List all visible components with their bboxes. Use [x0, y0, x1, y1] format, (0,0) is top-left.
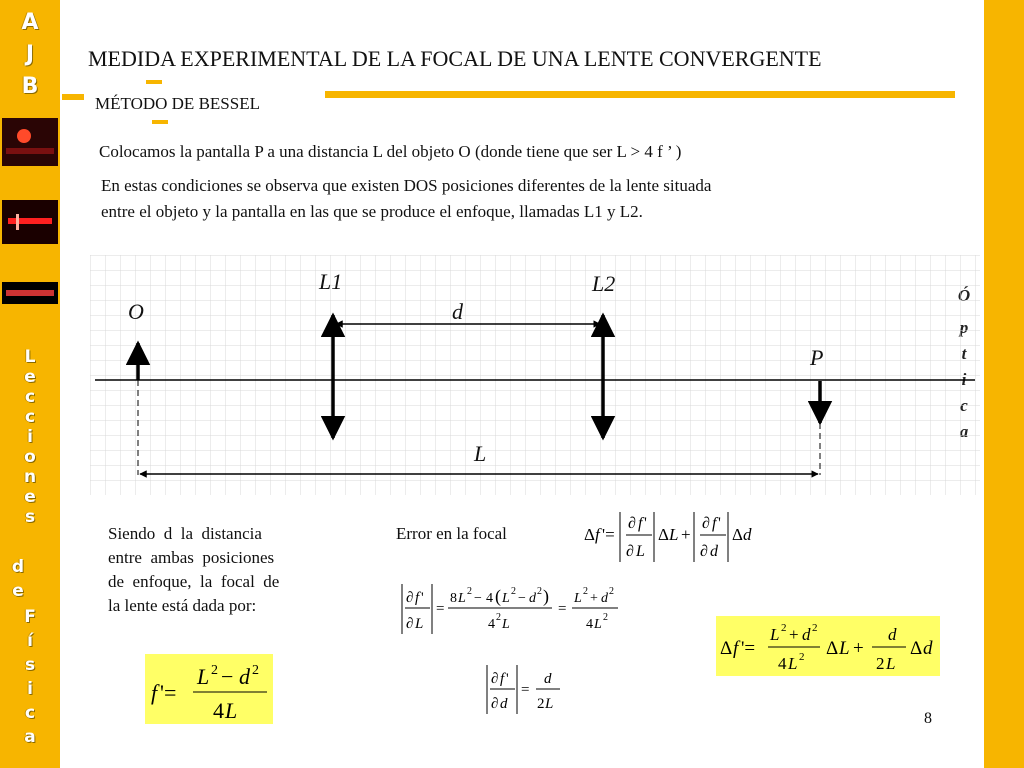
lens-2-label: L2	[592, 271, 616, 296]
svg-text:2: 2	[609, 586, 614, 597]
bessel-diagram-svg	[90, 255, 980, 495]
svg-text:=: =	[521, 682, 530, 698]
explanation-line: Siendo d la distancia	[108, 524, 262, 543]
svg-text:Δ: Δ	[658, 525, 669, 544]
right-band	[984, 0, 1024, 768]
svg-text:L: L	[545, 696, 554, 712]
svg-text:L: L	[197, 664, 210, 689]
svg-text:∂: ∂	[626, 543, 634, 560]
distance-label: L	[474, 441, 487, 466]
svg-text:∂: ∂	[702, 515, 710, 532]
sidebar-letter: o	[24, 447, 36, 467]
svg-text:f: f	[638, 515, 643, 532]
svg-text:): )	[543, 586, 549, 606]
lab-photo-3-image	[2, 282, 58, 304]
screen-label: P	[810, 345, 824, 370]
svg-text:'=: '=	[160, 680, 177, 705]
svg-text:2: 2	[537, 696, 545, 712]
svg-text:4: 4	[586, 617, 593, 632]
svg-text:f: f	[712, 515, 717, 532]
svg-text:d: d	[601, 591, 608, 606]
header-dash	[152, 120, 168, 124]
partial-l-formula	[398, 580, 648, 638]
svg-text:+: +	[789, 625, 799, 644]
svg-text:2: 2	[496, 612, 501, 623]
svg-text:Δ: Δ	[910, 638, 923, 659]
svg-text:L: L	[458, 591, 466, 606]
separation-label: d	[452, 299, 463, 324]
svg-text:∂: ∂	[700, 543, 708, 560]
partial-d-formula	[484, 662, 574, 718]
svg-text:Δ: Δ	[826, 638, 839, 659]
sidebar-letter: d	[11, 557, 25, 577]
sidebar-letter: i	[27, 679, 33, 699]
explanation-line: de enfoque, la focal de	[108, 572, 280, 591]
svg-text:': '	[421, 590, 424, 606]
partial-d-formula-svg	[484, 662, 574, 718]
bessel-diagram	[90, 255, 980, 495]
intro-paragraph-2-line-1: En estas condiciones se observa que existen DOS posiciones diferentes de la lente situada	[101, 176, 712, 195]
svg-text:2: 2	[537, 586, 542, 597]
intro-paragraph-1: Colocamos la pantalla P a una distancia L del objeto O (donde tiene que ser L > 4 f ’ )	[99, 142, 682, 161]
header-dash	[146, 80, 162, 84]
svg-text:'=: '=	[741, 638, 756, 659]
sidebar-letter: L	[24, 347, 36, 367]
svg-text:∂: ∂	[491, 696, 499, 712]
sidebar-letter: a	[24, 727, 36, 747]
svg-text:2: 2	[467, 586, 472, 597]
logo-letter-a: A	[21, 10, 39, 35]
error-label: Error en la focal	[396, 524, 507, 543]
header-dash	[62, 94, 84, 100]
left-sidebar	[0, 0, 60, 768]
page-number: 8	[924, 710, 932, 727]
svg-text:−: −	[518, 591, 526, 606]
final-error-formula	[716, 616, 940, 676]
svg-text:=: =	[558, 601, 567, 617]
page-title: MEDIDA EXPERIMENTAL DE LA FOCAL DE UNA LENTE CONVERGENTE	[88, 46, 822, 71]
lens-1-label: L1	[319, 269, 343, 294]
svg-text:4: 4	[213, 698, 224, 723]
svg-text:': '	[506, 671, 509, 687]
sidebar-letter: F	[24, 607, 36, 627]
svg-text:2: 2	[812, 622, 818, 634]
sidebar-letter: s	[24, 507, 36, 527]
svg-text:−: −	[221, 664, 234, 689]
sidebar-letter: s	[24, 655, 36, 675]
sidebar-letter: c	[24, 407, 36, 427]
lab-photo-2-image	[2, 200, 58, 244]
lab-photo-3	[2, 282, 58, 304]
page-subtitle: MÉTODO DE BESSEL	[95, 94, 260, 113]
svg-text:L: L	[225, 698, 238, 723]
svg-text:∂: ∂	[628, 515, 636, 532]
svg-text:L: L	[594, 617, 602, 632]
focal-formula-box	[145, 654, 273, 724]
error-formula	[582, 508, 782, 566]
svg-text:f: f	[500, 671, 505, 687]
svg-text:d: d	[923, 638, 933, 659]
svg-text:Δ: Δ	[584, 525, 595, 544]
svg-text:−: −	[474, 591, 482, 606]
svg-text:d: d	[500, 696, 508, 712]
lab-photo-1	[2, 118, 58, 166]
svg-text:L: L	[502, 591, 510, 606]
explanation-line: entre ambas posiciones	[108, 548, 275, 567]
svg-text:+: +	[681, 525, 691, 544]
error-formula-svg	[582, 508, 782, 566]
svg-text:∂: ∂	[406, 590, 414, 606]
svg-text:d: d	[544, 671, 552, 687]
svg-text:L: L	[669, 525, 679, 544]
logo-letter-b: B	[21, 74, 39, 99]
header-rule	[325, 91, 955, 98]
svg-text:Δ: Δ	[732, 525, 743, 544]
sidebar-letter: e	[24, 367, 36, 387]
svg-text:4: 4	[778, 654, 787, 673]
svg-text:∂: ∂	[491, 671, 499, 687]
svg-text:2: 2	[781, 622, 787, 634]
grid-background	[90, 255, 980, 495]
sidebar-letter: c	[24, 387, 36, 407]
svg-text:2: 2	[211, 663, 218, 678]
svg-text:f: f	[151, 680, 158, 705]
sidebar-letter: c	[24, 703, 36, 723]
svg-text:f: f	[733, 638, 739, 659]
object-label: O	[128, 299, 144, 324]
explanation-text	[108, 522, 330, 618]
svg-text:Δ: Δ	[720, 638, 733, 659]
svg-text:L: L	[839, 638, 850, 659]
svg-text:4: 4	[488, 617, 495, 632]
svg-text:L: L	[770, 625, 780, 644]
svg-text:L: L	[788, 654, 798, 673]
svg-text:L: L	[574, 591, 582, 606]
svg-text:∂: ∂	[406, 616, 414, 632]
svg-text:L: L	[636, 543, 645, 560]
sidebar-letter: i	[27, 427, 33, 447]
svg-text:+: +	[853, 638, 864, 659]
svg-text:f: f	[415, 590, 420, 606]
focal-formula	[145, 654, 273, 724]
lab-photo-2	[2, 200, 58, 244]
svg-text:': '	[644, 515, 647, 532]
svg-text:4: 4	[486, 591, 493, 606]
svg-text:d: d	[239, 664, 250, 689]
svg-text:d: d	[529, 591, 536, 606]
svg-text:f: f	[595, 525, 600, 544]
lab-photo-1-image	[2, 118, 58, 166]
svg-text:2: 2	[511, 586, 516, 597]
svg-text:L: L	[886, 654, 896, 673]
sidebar-letter: í	[27, 631, 33, 651]
final-error-formula-box	[716, 616, 940, 676]
svg-text:(: (	[495, 586, 501, 606]
svg-text:8: 8	[450, 591, 457, 606]
svg-text:d: d	[802, 625, 811, 644]
svg-text:L: L	[415, 616, 424, 632]
logo-letter-j: J	[25, 42, 35, 67]
svg-text:2: 2	[252, 663, 259, 678]
svg-text:2: 2	[799, 651, 805, 663]
svg-text:2: 2	[603, 612, 608, 623]
intro-paragraph-2-line-2: entre el objeto y la pantalla en las que se produce el enfoque, llamadas L1 y L2.	[101, 202, 643, 221]
svg-text:': '	[718, 515, 721, 532]
svg-text:+: +	[590, 591, 598, 606]
sidebar-letter: e	[12, 581, 24, 601]
sidebar-letter: n	[23, 467, 37, 487]
svg-text:d: d	[888, 625, 897, 644]
svg-text:d: d	[710, 543, 718, 560]
partial-l-formula-svg	[398, 580, 648, 638]
svg-text:d: d	[743, 525, 752, 544]
sidebar-letter: e	[24, 487, 36, 507]
svg-text:2: 2	[583, 586, 588, 597]
svg-text:L: L	[502, 617, 510, 632]
svg-text:'=: '=	[602, 525, 615, 544]
explanation-line: la lente está dada por:	[108, 596, 257, 615]
svg-text:2: 2	[876, 654, 885, 673]
svg-text:=: =	[436, 601, 445, 617]
